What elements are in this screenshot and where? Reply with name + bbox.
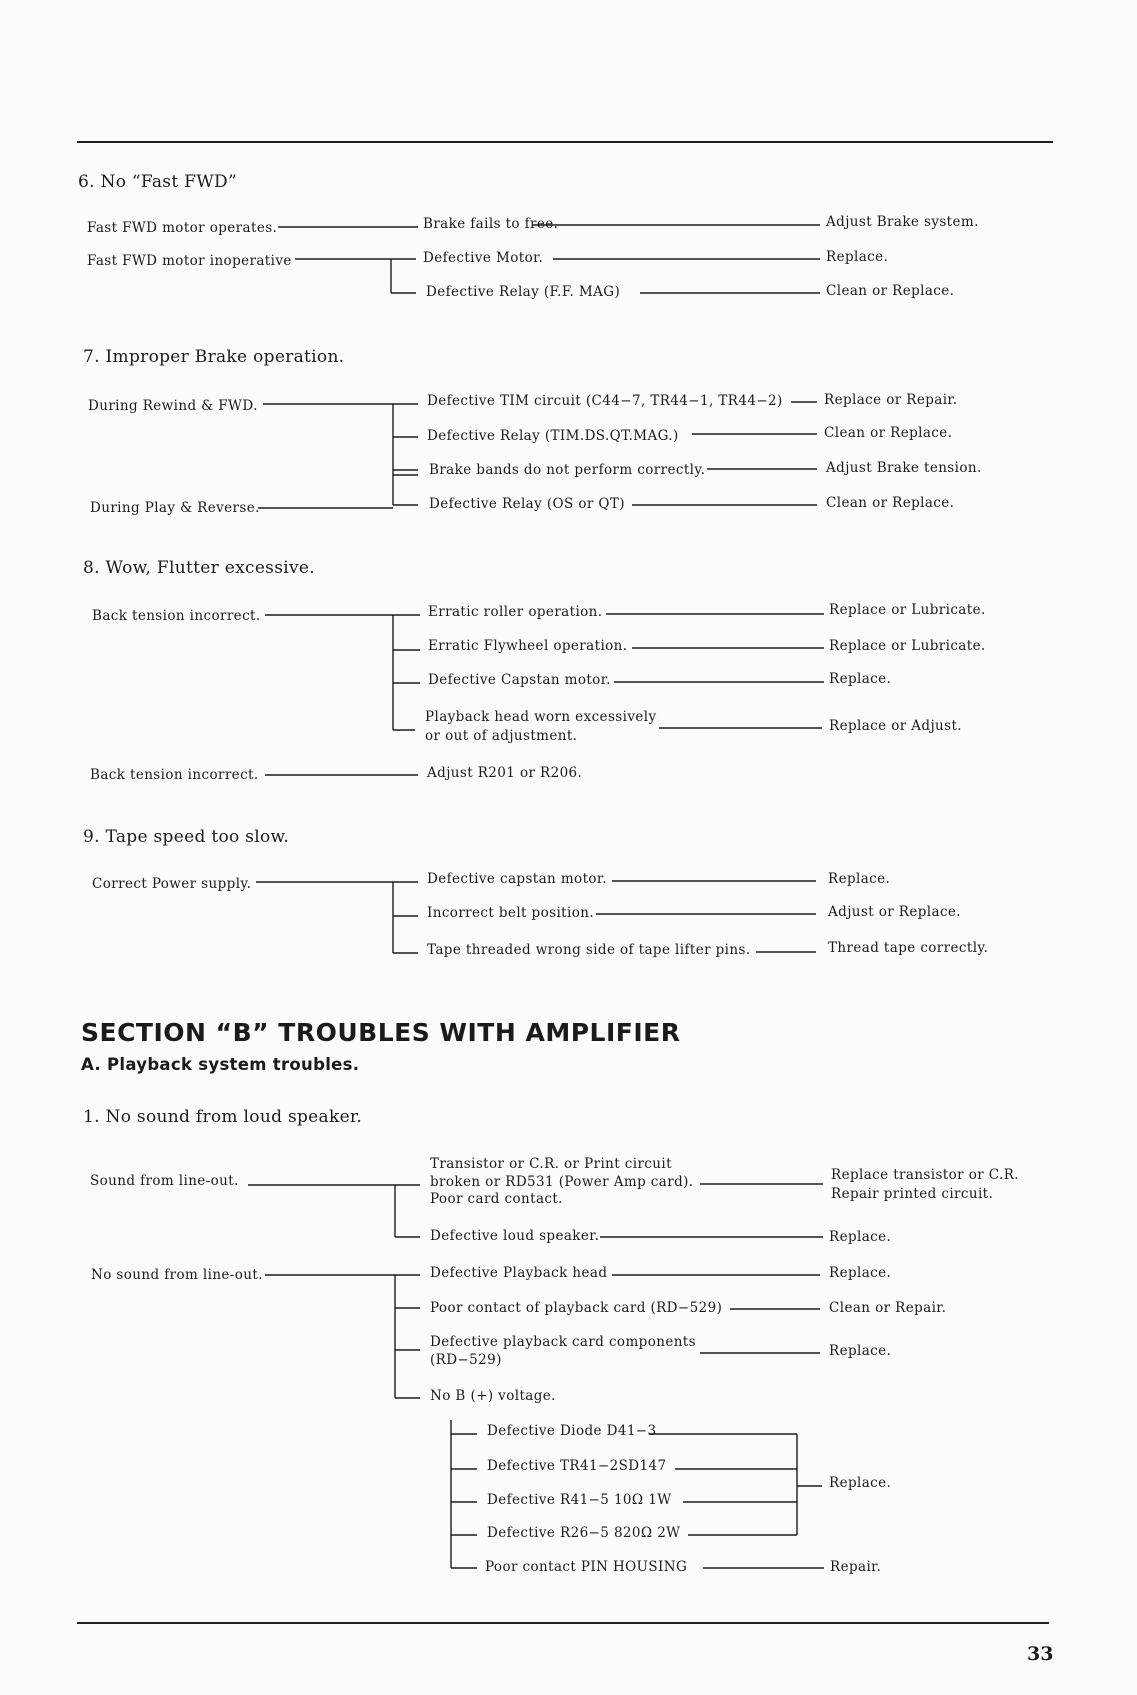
s6-detail-2: Defective Motor.: [423, 250, 544, 266]
s8-detail-5: Adjust R201 or R206.: [427, 765, 583, 781]
s8-cause-2: Back tension incorrect.: [90, 767, 259, 783]
sb-remedy-1a: Replace transistor or C.R.: [831, 1167, 1019, 1183]
s8-detail-4a: Playback head worn excessively: [425, 709, 657, 725]
s9-remedy-1: Replace.: [828, 871, 891, 887]
s8-remedy-2: Replace or Lubricate.: [829, 638, 986, 654]
sb-detail-1b: broken or RD531 (Power Amp card).: [430, 1174, 694, 1190]
s6-detail-1: Brake fails to free.: [423, 216, 559, 232]
page-number: 33: [1027, 1643, 1054, 1665]
section-9-heading: 9. Tape speed too slow.: [83, 827, 290, 847]
sb-remedy-2: Replace.: [829, 1229, 892, 1245]
section-6-heading: 6. No “Fast FWD”: [78, 172, 237, 192]
s8-detail-4b: or out of adjustment.: [425, 728, 578, 744]
sb-sub-3: Defective R41−5 10Ω 1W: [487, 1492, 672, 1508]
section-8-heading: 8. Wow, Flutter excessive.: [83, 558, 315, 578]
s8-remedy-3: Replace.: [829, 671, 892, 687]
s9-detail-2: Incorrect belt position.: [427, 905, 595, 921]
s6-detail-3: Defective Relay (F.F. MAG): [426, 284, 621, 300]
sb-detail-1a: Transistor or C.R. or Print circuit: [430, 1156, 672, 1172]
s9-detail-1: Defective capstan motor.: [427, 871, 607, 887]
section-b-heading: 1. No sound from loud speaker.: [83, 1107, 363, 1127]
sb-cause-2: No sound from line-out.: [91, 1267, 263, 1283]
s6-remedy-1: Adjust Brake system.: [826, 214, 979, 230]
s8-detail-1: Erratic roller operation.: [428, 604, 603, 620]
sb-detail-2: Defective loud speaker.: [430, 1228, 600, 1244]
s6-cause-2: Fast FWD motor inoperative: [87, 253, 292, 269]
sb-remedy-5: Replace.: [829, 1343, 892, 1359]
sb-remedy-7: Repair.: [830, 1559, 882, 1575]
sb-detail-5a: Defective playback card components: [430, 1334, 696, 1350]
s7-detail-2: Defective Relay (TIM.DS.QT.MAG.): [427, 428, 679, 444]
sb-detail-4: Poor contact of playback card (RD−529): [430, 1300, 723, 1316]
section-b-subtitle: A. Playback system troubles.: [81, 1055, 360, 1074]
s6-remedy-2: Replace.: [826, 249, 889, 265]
s9-detail-3: Tape threaded wrong side of tape lifter pins.: [427, 942, 751, 958]
sb-remedy-1b: Repair printed circuit.: [831, 1186, 994, 1202]
s8-detail-3: Defective Capstan motor.: [428, 672, 611, 688]
s6-remedy-3: Clean or Replace.: [826, 283, 955, 299]
sb-sub-2: Defective TR41−2SD147: [487, 1458, 667, 1474]
s8-cause-1: Back tension incorrect.: [92, 608, 261, 624]
sb-remedy-3: Replace.: [829, 1265, 892, 1281]
sb-sub-1: Defective Diode D41−3: [487, 1423, 657, 1439]
s7-remedy-1: Replace or Repair.: [824, 392, 958, 408]
sb-remedy-6: Replace.: [829, 1475, 892, 1491]
section-b-title: SECTION “B” TROUBLES WITH AMPLIFIER: [81, 1018, 681, 1047]
sb-detail-5b: (RD−529): [430, 1352, 502, 1368]
s7-remedy-4: Clean or Replace.: [826, 495, 955, 511]
s7-remedy-2: Clean or Replace.: [824, 425, 953, 441]
sb-sub-4: Defective R26−5 820Ω 2W: [487, 1525, 681, 1541]
sb-sub-5: Poor contact PIN HOUSING: [485, 1559, 688, 1575]
s7-detail-1: Defective TIM circuit (C44−7, TR44−1, TR44−2): [427, 393, 783, 409]
s7-cause-2: During Play & Reverse.: [90, 500, 260, 516]
sb-detail-6: No B (+) voltage.: [430, 1388, 556, 1404]
s9-remedy-2: Adjust or Replace.: [828, 904, 961, 920]
s7-detail-4: Defective Relay (OS or QT): [429, 496, 625, 512]
section-7-heading: 7. Improper Brake operation.: [83, 347, 345, 367]
s7-cause-1: During Rewind & FWD.: [88, 398, 258, 414]
s9-remedy-3: Thread tape correctly.: [828, 940, 989, 956]
s8-remedy-1: Replace or Lubricate.: [829, 602, 986, 618]
s7-detail-3: Brake bands do not perform correctly.: [429, 462, 706, 478]
sb-remedy-4: Clean or Repair.: [829, 1300, 947, 1316]
s9-cause-1: Correct Power supply.: [92, 876, 252, 892]
sb-detail-1c: Poor card contact.: [430, 1191, 563, 1207]
s7-remedy-3: Adjust Brake tension.: [826, 460, 982, 476]
sb-cause-1: Sound from line-out.: [90, 1173, 239, 1189]
s8-remedy-4: Replace or Adjust.: [829, 718, 962, 734]
s8-detail-2: Erratic Flywheel operation.: [428, 638, 628, 654]
sb-detail-3: Defective Playback head: [430, 1265, 608, 1281]
s6-cause-1: Fast FWD motor operates.: [87, 220, 278, 236]
